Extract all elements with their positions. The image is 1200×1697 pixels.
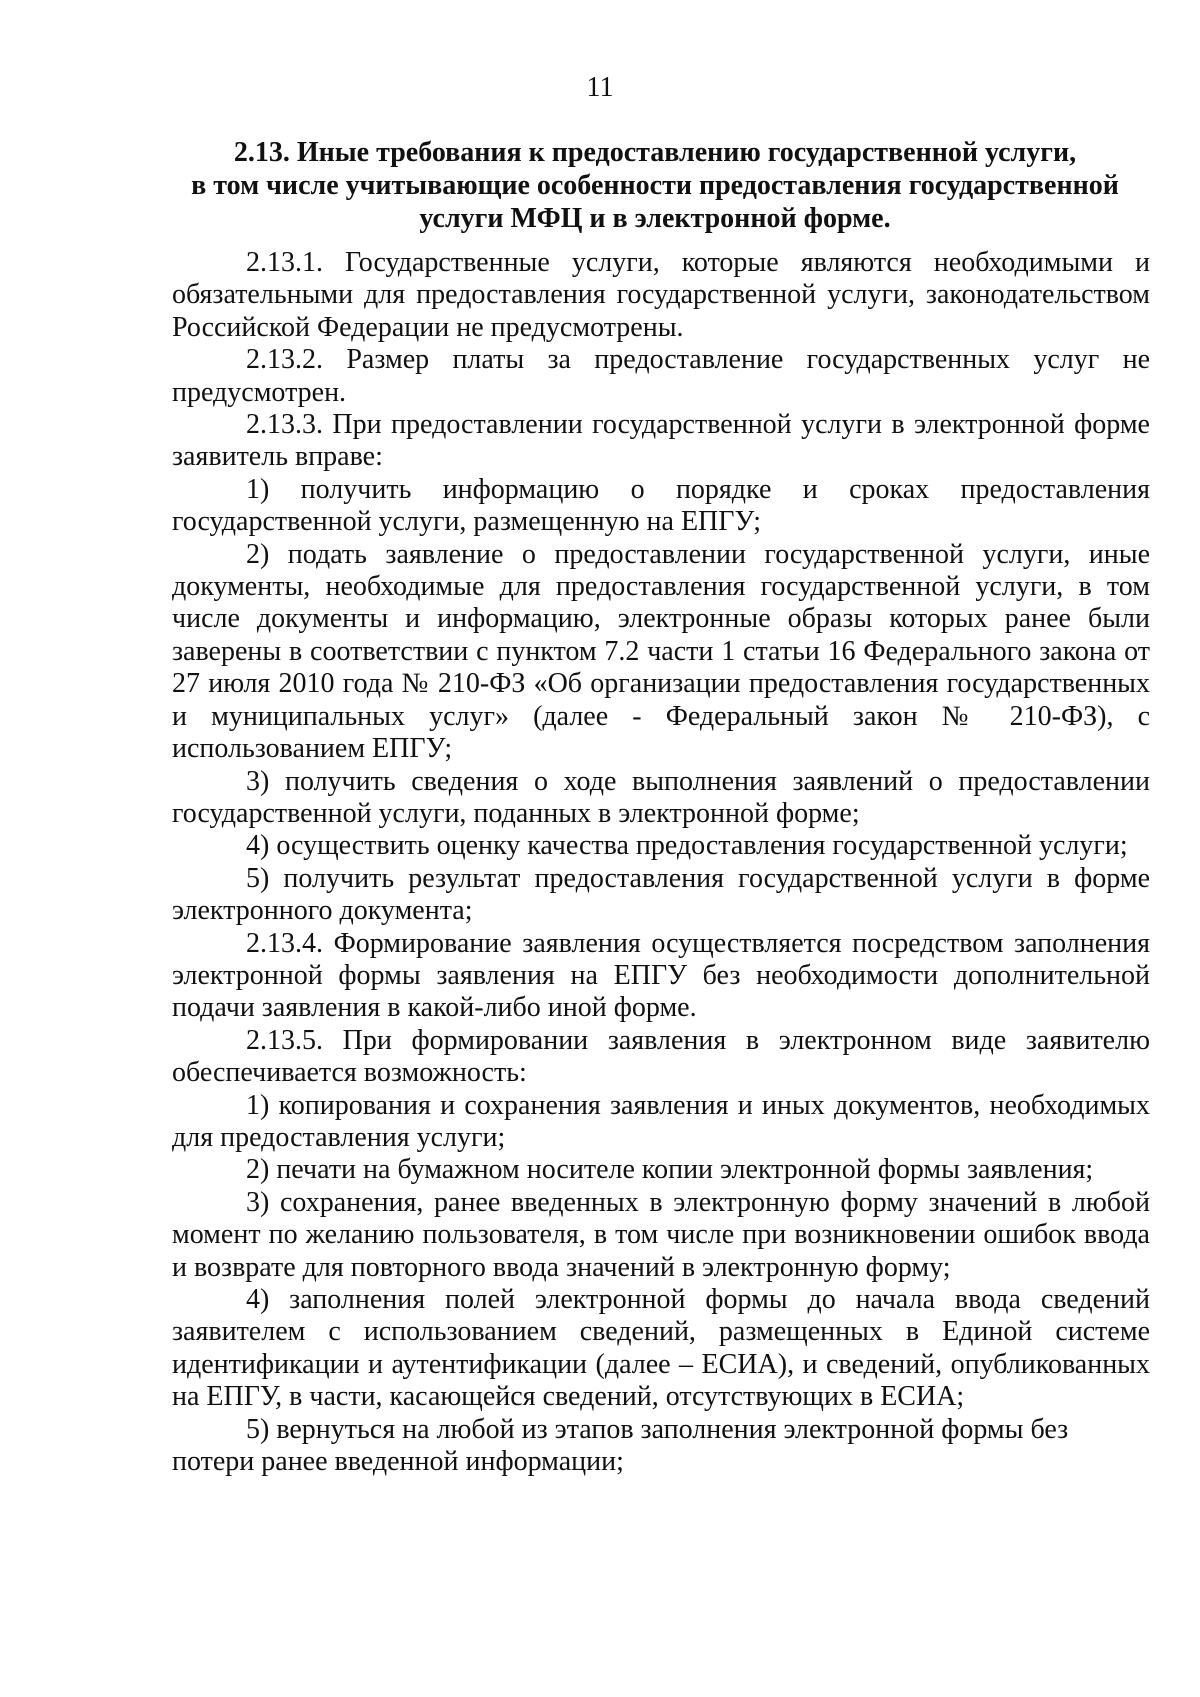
list-item-2-13-3-4: 4) осуществить оценку качества предоставления государственной услуги;	[246, 830, 1128, 862]
paragraph-2-13-4: 2.13.4. Формирование заявления осуществляется посредством заполнения электронной формы заявления на ЕПГУ без необходимости дополнительной подачи заявления в какой-либо иной форме.	[172, 927, 1150, 1024]
list-item-2-13-5-5: 5) вернуться на любой из этапов заполнения электронной формы без потери ранее введенной информации;	[172, 1413, 1069, 1478]
document-body	[172, 247, 1150, 1478]
list-item-2-13-5-1: 1) копирования и сохранения заявления и иных документов, необходимых для предоставления услуги;	[172, 1089, 1150, 1153]
page-number: 11	[586, 72, 614, 103]
list-item-2-13-3-1: 1) получить информацию о порядке и сроках предоставления государственной услуги, размещенную на ЕПГУ;	[172, 473, 1150, 538]
paragraph-2-13-5: 2.13.5. При формировании заявления в электронном виде заявителю обеспечивается возможность:	[172, 1024, 1150, 1089]
section-heading	[160, 136, 1150, 235]
list-item-2-13-5-4: 4) заполнения полей электронной формы до начала ввода сведений заявителем с использованием сведений, размещенных в Единой системе идентификации и аутентификации (далее – ЕСИА), и сведений, опубликованных на ЕПГУ, в части, касающейся сведений, отсутствующих в ЕСИА;	[172, 1284, 1150, 1413]
section-heading-line-2: в том числе учитывающие особенности предоставления государственной	[191, 170, 1119, 201]
list-item-2-13-5-3: 3) сохранения, ранее введенных в электронную форму значений в любой момент по желанию пользователя, в том числе при возникновении ошибок ввода и возврате для повторного ввода значений в электронную форму;	[172, 1186, 1150, 1283]
list-item-2-13-3-5: 5) получить результат предоставления государственной услуги в форме электронного документа;	[172, 862, 1150, 927]
paragraph-2-13-2: 2.13.2. Размер платы за предоставление государственных услуг не предусмотрен.	[172, 344, 1150, 408]
list-item-2-13-3-3: 3) получить сведения о ходе выполнения заявлений о предоставлении государственной услуги, поданных в электронной форме;	[172, 765, 1150, 829]
paragraph-2-13-3: 2.13.3. При предоставлении государственной услуги в электронной форме заявитель вправе:	[172, 409, 1150, 473]
paragraph-2-13-1: 2.13.1. Государственные услуги, которые являются необходимыми и обязательными для предоставления государственной услуги, законодательством Российской Федерации не предусмотрены.	[172, 247, 1150, 343]
section-heading-line-3: услуги МФЦ и в электронной форме.	[419, 203, 891, 234]
list-item-2-13-5-2: 2) печати на бумажном носителе копии электронной формы заявления;	[246, 1154, 1094, 1186]
section-heading-line-1: 2.13. Иные требования к предоставлению государственной услуги,	[233, 137, 1077, 168]
list-item-2-13-3-2: 2) подать заявление о предоставлении государственной услуги, иные документы, необходимые для предоставления государственной услуги, в том числе документы и информацию, электронные образы которых ранее были заверены в соответствии с пунктом 7.2 части 1 статьи 16 Федерального закона от 27 июля 2010 года № 210-ФЗ «Об организации предоставления государственных и муниципальных услуг» (далее - Федеральный закон № 210-ФЗ), с использованием ЕПГУ;	[172, 538, 1150, 765]
